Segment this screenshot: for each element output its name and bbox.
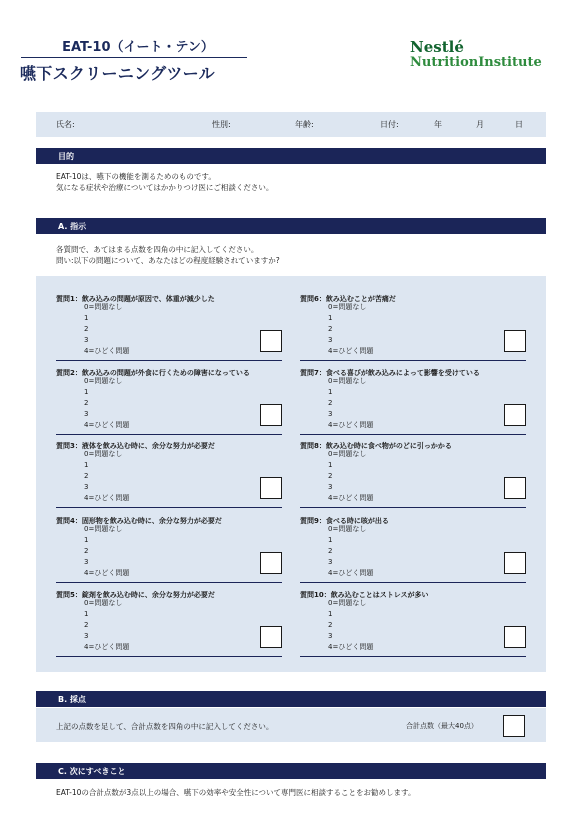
option-4: 4=ひどく問題 <box>84 421 130 429</box>
logo-line2: NutritionInstitute <box>410 55 542 70</box>
question-6 <box>300 294 526 364</box>
option-1: 1 <box>328 388 333 396</box>
option-2: 2 <box>328 399 333 407</box>
question-label: 質問9：食べる時に咳が出る <box>300 517 389 525</box>
age-label: 年齢: <box>295 120 314 129</box>
instructions-text <box>56 244 280 266</box>
score-box[interactable] <box>504 552 526 574</box>
date-label: 日付: <box>380 120 399 129</box>
option-0: 0=問題なし <box>328 450 367 458</box>
question-label: 質問6：飲み込むことが苦痛だ <box>300 295 396 303</box>
option-4: 4=ひどく問題 <box>84 569 130 577</box>
option-4: 4=ひどく問題 <box>84 347 130 355</box>
logo-line1: Nestlé <box>410 38 464 56</box>
option-4: 4=ひどく問題 <box>328 643 374 651</box>
divider <box>300 582 526 583</box>
option-2: 2 <box>84 547 89 555</box>
score-box[interactable] <box>504 404 526 426</box>
purpose-line2: 気になる症状や治療についてはかかりつけ医にご相談ください。 <box>56 183 274 192</box>
score-box[interactable] <box>504 477 526 499</box>
question-label: 質問7：食べる喜びが飲み込みによって影響を受けている <box>300 369 480 377</box>
option-3: 3 <box>328 632 333 640</box>
score-box[interactable] <box>260 477 282 499</box>
option-3: 3 <box>84 632 89 640</box>
option-4: 4=ひどく問題 <box>84 494 130 502</box>
option-4: 4=ひどく問題 <box>328 347 374 355</box>
option-2: 2 <box>328 621 333 629</box>
option-1: 1 <box>84 461 89 469</box>
question-label: 質問2：飲み込みの問題が外食に行くための障害になっている <box>56 369 250 377</box>
question-4 <box>56 516 282 586</box>
question-7 <box>300 368 526 438</box>
option-3: 3 <box>84 558 89 566</box>
option-0: 0=問題なし <box>328 599 367 607</box>
question-3 <box>56 441 282 511</box>
option-1: 1 <box>328 536 333 544</box>
month-label: 月 <box>476 120 484 129</box>
next-steps-text: EAT-10の合計点数が3点以上の場合、嚥下の効率や安全性について専門医に相談することをお勧めします。 <box>56 788 416 797</box>
divider <box>56 656 282 657</box>
total-score-label: 合計点数（最大40点） <box>406 722 478 730</box>
option-3: 3 <box>84 483 89 491</box>
questions-panel <box>36 276 546 672</box>
option-1: 1 <box>328 314 333 322</box>
option-2: 2 <box>328 547 333 555</box>
question-label: 質問3：液体を飲み込む時に、余分な努力が必要だ <box>56 442 215 450</box>
divider <box>300 434 526 435</box>
scoring-bar <box>36 708 546 742</box>
divider <box>300 656 526 657</box>
option-3: 3 <box>328 410 333 418</box>
option-2: 2 <box>328 472 333 480</box>
option-3: 3 <box>84 410 89 418</box>
purpose-heading <box>36 148 546 164</box>
purpose-heading-text: 目的 <box>58 152 74 161</box>
title-rule <box>21 57 247 58</box>
question-9 <box>300 516 526 586</box>
option-1: 1 <box>84 610 89 618</box>
patient-info-bar <box>36 112 546 137</box>
instructions-line2: 問い:以下の問題について、あなたはどの程度経験されていますか? <box>56 256 280 265</box>
option-2: 2 <box>84 621 89 629</box>
option-3: 3 <box>328 558 333 566</box>
option-4: 4=ひどく問題 <box>328 421 374 429</box>
option-4: 4=ひどく問題 <box>328 569 374 577</box>
question-2 <box>56 368 282 438</box>
question-label: 質問8：飲み込む時に食べ物がのどに引っかかる <box>300 442 452 450</box>
option-3: 3 <box>328 336 333 344</box>
divider <box>56 507 282 508</box>
score-box[interactable] <box>260 404 282 426</box>
day-label: 日 <box>515 120 523 129</box>
total-score-box[interactable] <box>503 715 525 737</box>
question-5 <box>56 590 282 660</box>
year-label: 年 <box>434 120 442 129</box>
option-1: 1 <box>84 536 89 544</box>
purpose-line1: EAT-10は、嚥下の機能を測るためのものです。 <box>56 172 216 181</box>
option-3: 3 <box>84 336 89 344</box>
score-box[interactable] <box>260 330 282 352</box>
option-1: 1 <box>84 388 89 396</box>
scoring-heading <box>36 691 546 707</box>
option-0: 0=問題なし <box>328 303 367 311</box>
question-8 <box>300 441 526 511</box>
score-box[interactable] <box>260 626 282 648</box>
option-2: 2 <box>84 399 89 407</box>
purpose-text <box>56 171 273 193</box>
scoring-instruction: 上記の点数を足して、合計点数を四角の中に記入してください。 <box>56 722 274 731</box>
option-0: 0=問題なし <box>84 450 123 458</box>
option-3: 3 <box>328 483 333 491</box>
question-label: 質問1：飲み込みの問題が原因で、体重が減少した <box>56 295 215 303</box>
divider <box>300 507 526 508</box>
divider <box>56 434 282 435</box>
divider <box>56 582 282 583</box>
option-2: 2 <box>84 325 89 333</box>
option-2: 2 <box>84 472 89 480</box>
question-label: 質問4：固形物を飲み込む時に、余分な努力が必要だ <box>56 517 222 525</box>
option-1: 1 <box>328 461 333 469</box>
option-4: 4=ひどく問題 <box>84 643 130 651</box>
option-0: 0=問題なし <box>84 525 123 533</box>
sex-label: 性別: <box>212 120 231 129</box>
option-0: 0=問題なし <box>84 377 123 385</box>
scoring-heading-text: B. 採点 <box>58 695 86 704</box>
instructions-heading <box>36 218 546 234</box>
option-1: 1 <box>328 610 333 618</box>
question-10 <box>300 590 526 660</box>
question-label: 質問10：飲み込むことはストレスが多い <box>300 591 429 599</box>
option-0: 0=問題なし <box>328 377 367 385</box>
question-label: 質問5：錠剤を飲み込む時に、余分な努力が必要だ <box>56 591 215 599</box>
nestle-logo <box>410 40 570 70</box>
score-box[interactable] <box>504 330 526 352</box>
option-4: 4=ひどく問題 <box>328 494 374 502</box>
option-0: 0=問題なし <box>84 303 123 311</box>
title-ja: 嚥下スクリーニングツール <box>20 64 215 83</box>
instructions-heading-text: A. 指示 <box>58 222 87 231</box>
score-box[interactable] <box>504 626 526 648</box>
divider <box>56 360 282 361</box>
divider <box>300 360 526 361</box>
title-en: EAT-10（イート・テン） <box>62 40 214 55</box>
score-box[interactable] <box>260 552 282 574</box>
question-1 <box>56 294 282 364</box>
option-0: 0=問題なし <box>84 599 123 607</box>
next-steps-heading <box>36 763 546 779</box>
next-steps-heading-text: C. 次にすべきこと <box>58 767 126 776</box>
name-label: 氏名: <box>56 120 75 129</box>
option-1: 1 <box>84 314 89 322</box>
instructions-line1: 各質問で、あてはまる点数を四角の中に記入してください。 <box>56 245 259 254</box>
option-0: 0=問題なし <box>328 525 367 533</box>
option-2: 2 <box>328 325 333 333</box>
